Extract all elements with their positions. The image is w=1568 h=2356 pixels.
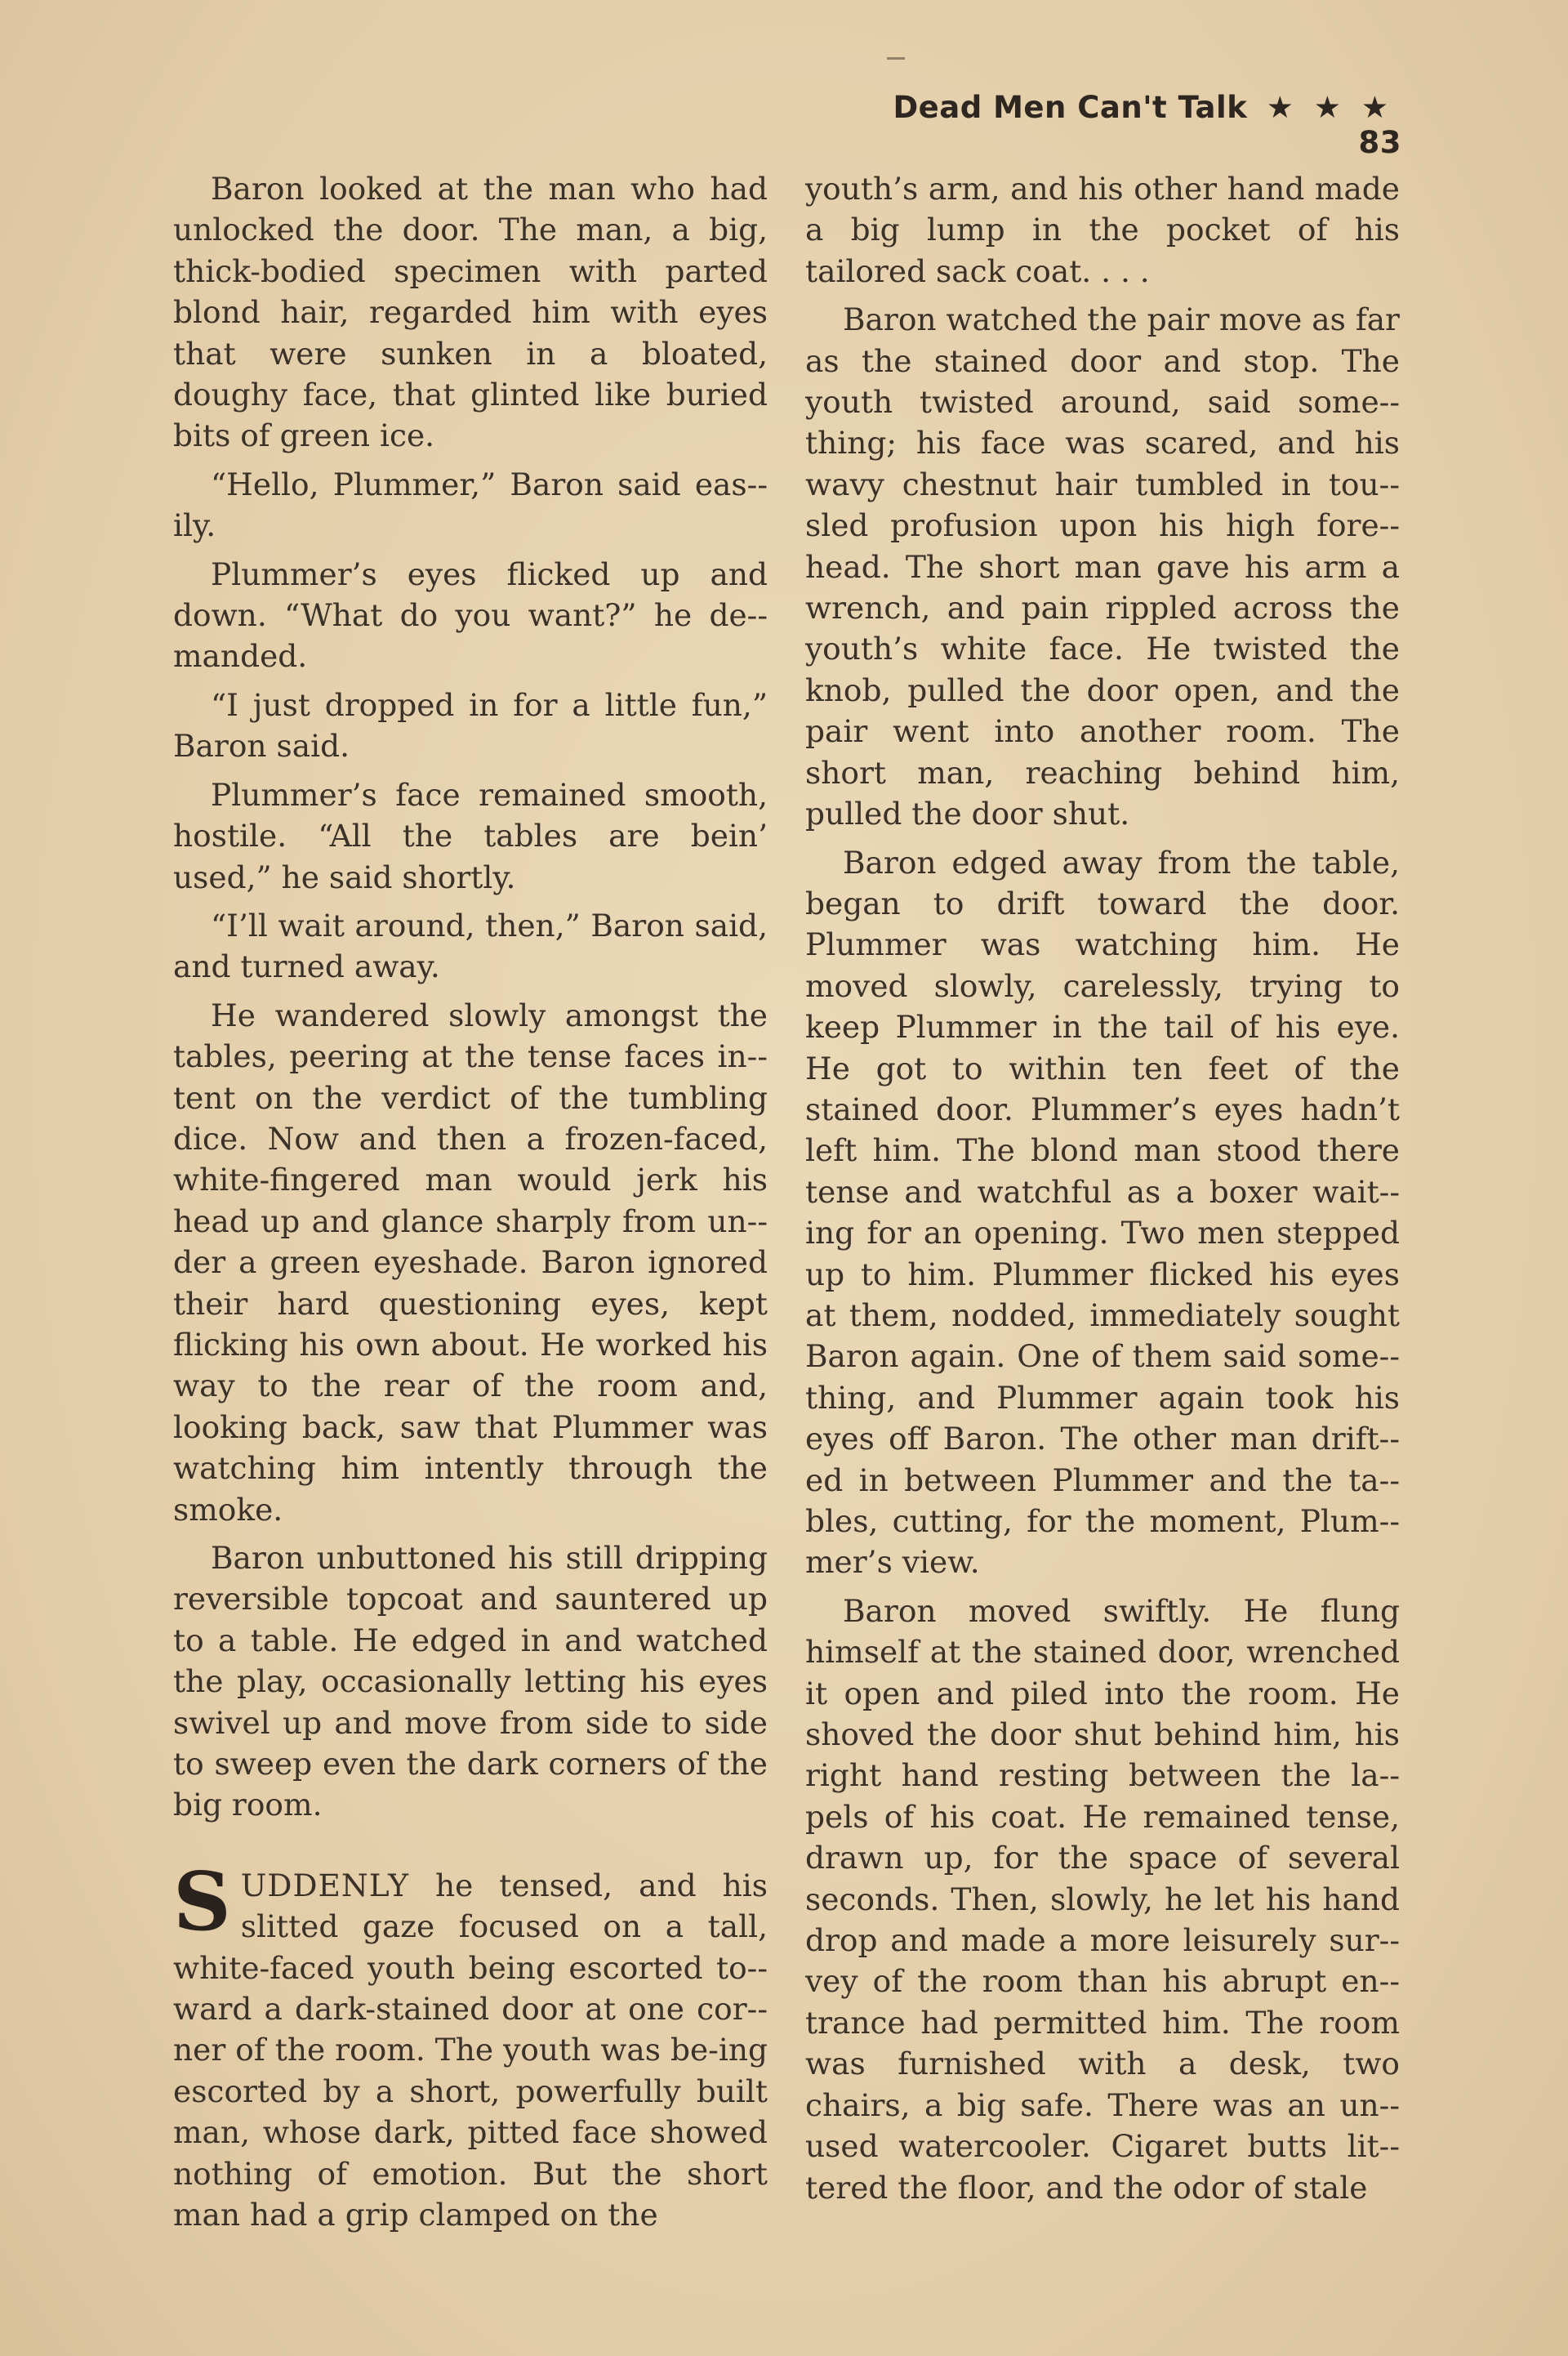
story-title: Dead Men Can't Talk <box>893 90 1248 125</box>
paragraph: Baron looked at the man who had unlocked the door. The man, a big, thick-bodied specimen with parted blond hair, regarded him with eyes that were sunken in a bloated, doughy face, that glinted like buried bits of green ice. <box>173 171 768 454</box>
page-mark <box>887 57 905 60</box>
paragraph: “I just dropped in for a little fun,” Baron said. <box>173 686 768 765</box>
running-header <box>846 90 1401 160</box>
section-opening-word: UDDENLY <box>240 1867 409 1903</box>
section-paragraph <box>173 1854 768 2236</box>
left-column <box>173 168 768 2236</box>
paragraph: Baron moved swiftly. He flung himself at the stained door, wrenched it open and piled into the room. He shoved the door shut behind him, his right hand resting between the la-pels of his coat. He remained tense, drawn up, for the space of several seconds. Then, slowly, he let his hand drop and made a more leisurely sur-vey of the room than his abrupt en-trance had permitted him. The room was furnished with a desk, two chairs, a big safe. There was an un-used watercooler. Cigaret butts lit-tered the floor, and the odor of stale <box>805 1592 1400 2206</box>
star-ornament: ★ ★ ★ <box>1266 90 1393 125</box>
page-number: 83 <box>1358 125 1401 160</box>
paragraph: “Hello, Plummer,” Baron said eas-ily. <box>173 466 768 544</box>
paragraph: He wandered slowly amongst the tables, peering at the tense faces in-tent on the verdict of the tumbling dice. Now and then a frozen-faced, white-fingered man would jerk his head up and glance sharply from un-der a green eyeshade. Baron ignored their hard questioning eyes, kept flicking his own about. He worked his way to the rear of the room and, looking back, saw that Plummer was watching him intently through the smoke. <box>173 997 768 1528</box>
paragraph: Baron edged away from the table, began to drift toward the door. Plummer was watching him. He moved slowly, carelessly, trying to keep Plummer in the tail of his eye. He got to within ten feet of the stained door. Plummer’s eyes hadn’t left him. The blond man stood there tense and watchful as a boxer wait-ing for an opening. Two men stepped up to him. Plummer flicked his eyes at them, nodded, immediately sought Baron again. One of them said some-thing, and Plummer again took his eyes off Baron. The other man drift-ed in between Plummer and the ta-bles, cutting, for the moment, Plum-mer’s view. <box>805 844 1400 1581</box>
right-column <box>805 168 1400 2208</box>
paragraph: Plummer’s face remained smooth, hostile. “All the tables are bein’ used,” he said shortly. <box>173 776 768 895</box>
paragraph: Baron unbuttoned his still dripping reversible topcoat and sauntered up to a table. He edged in and watched the play, occasionally letting his eyes swivel up and move from side to side to sweep even the dark corners of the big room. <box>173 1540 768 1823</box>
paragraph: Plummer’s eyes flicked up and down. “What do you want?” he de-manded. <box>173 556 768 675</box>
section-text: he tensed, and his slitted gaze focused on a tall, white-faced youth being escorted to-ward a dark-stained door at one cor-ner of the room. The youth was be-ing escorted by a short, powerfully built man, whose dark, pitted face showed nothing of emotion. But the short man had a grip clamped on the <box>173 1867 768 2233</box>
paragraph: Baron watched the pair move as far as the stained door and stop. The youth twisted around, said some-thing; his face was scared, and his wavy chestnut hair tumbled in tou-sled profusion upon his high fore-head. The short man gave his arm a wrench, and pain rippled across the youth’s white face. He twisted the knob, pulled the door open, and the pair went into another room. The short man, reaching behind him, pulled the door shut. <box>805 301 1400 832</box>
paragraph: “I’ll wait around, then,” Baron said, and turned away. <box>173 907 768 985</box>
paragraph-continuation: youth’s arm, and his other hand made a big lump in the pocket of his tailored sack coat. . . . <box>805 171 1400 289</box>
drop-cap: S <box>173 1854 231 1949</box>
